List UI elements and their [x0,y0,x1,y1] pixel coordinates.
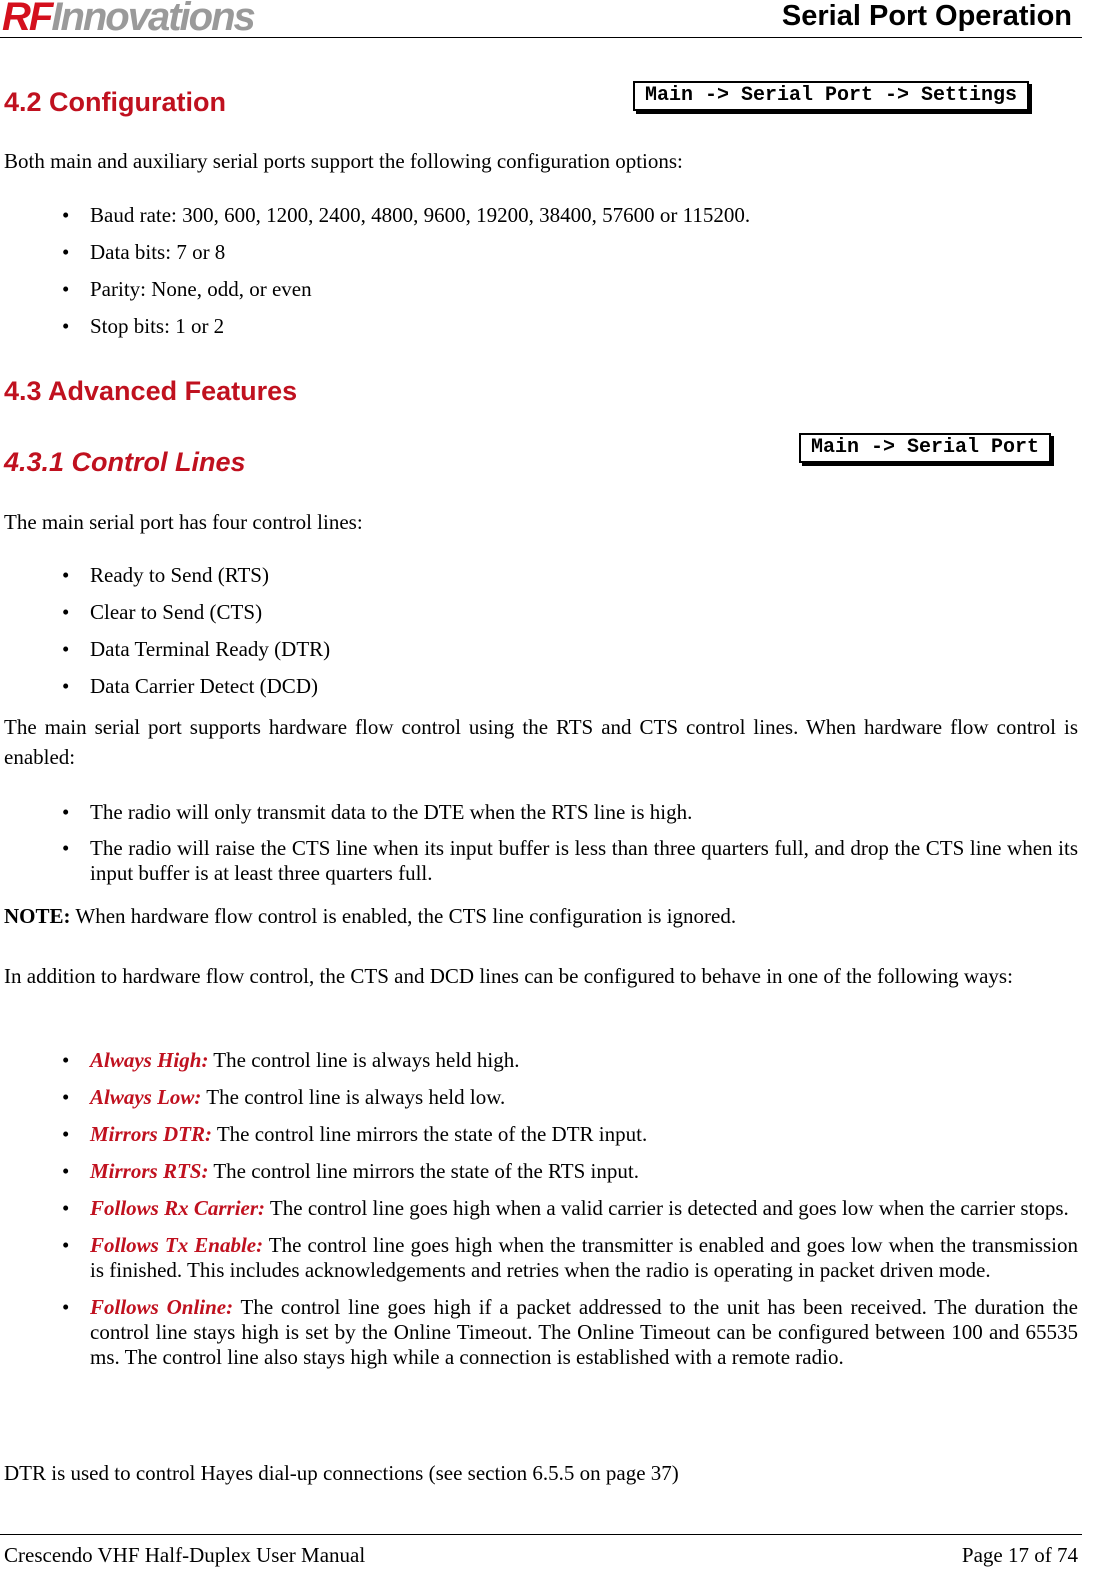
behaviors-list [0,1048,1078,1382]
list-item: • Data Carrier Detect (DCD) [62,674,318,698]
option-name: Always High: [90,1048,209,1072]
option-name: Always Low: [90,1085,202,1109]
list-item: • The radio will raise the CTS line when its input buffer is less than three quarters full, and drop the CTS line when its input buffer is at least three quarters full. [62,836,1078,885]
list-item: • Mirrors DTR: The control line mirrors the state of the DTR input. [62,1122,648,1146]
behaviors-intro: In addition to hardware flow control, the CTS and DCD lines can be configured to behave in one of the following ways: [4,964,1013,988]
list-item: • Data Terminal Ready (DTR) [62,637,331,661]
list-item: • Follows Online: The control line goes high if a packet addressed to the unit has been received. The duration the control line stays high is set by the Online Timeout. The Online Timeout can be configured between 100 and 65535 ms. The control line also stays high while a connection is established with a remote radio. [62,1295,1078,1369]
list-item: • Follows Rx Carrier: The control line goes high when a valid carrier is detected and goes low when the carrier stops. [62,1196,1069,1220]
heading-control-lines: 4.3.1 Control Lines [4,447,246,477]
list-item: • Mirrors RTS: The control line mirrors the state of the RTS input. [62,1159,639,1183]
header-title: Serial Port Operation [781,0,1072,32]
note-text: When hardware flow control is enabled, the CTS line configuration is ignored. [70,904,737,928]
list-item: • Clear to Send (CTS) [62,600,263,624]
list-item: • Follows Tx Enable: The control line goes high when the transmitter is enabled and goes low when the transmission is finished. This includes acknowledgements and retries when the radio is operating in packet driven mode. [62,1233,1078,1282]
option-name: Mirrors RTS: [90,1159,209,1183]
footer-rule [0,1534,1082,1535]
configuration-options-list [0,203,1078,351]
list-item: • The radio will only transmit data to the DTE when the RTS line is high. [62,800,693,824]
page-header [0,0,1082,38]
list-item: • Baud rate: 300, 600, 1200, 2400, 4800, 9600, 19200, 38400, 57600 or 115200. [62,203,751,227]
configuration-intro: Both main and auxiliary serial ports support the following configuration options: [4,149,683,173]
list-item: • Always High: The control line is always held high. [62,1048,520,1072]
footer-manual-title: Crescendo VHF Half-Duplex User Manual [4,1543,366,1567]
option-name: Follows Online: [90,1295,234,1319]
control-lines-intro: The main serial port has four control lines: [4,510,363,534]
dtr-note: DTR is used to control Hayes dial-up connections (see section 6.5.5 on page 37) [4,1461,679,1485]
flow-control-intro: The main serial port supports hardware flow control using the RTS and CTS control lines. When hardware flow control is enabled: [4,715,1078,769]
heading-configuration: 4.2 Configuration [4,87,226,117]
option-name: Follows Tx Enable: [90,1233,264,1257]
menu-path-settings: Main -> Serial Port -> Settings [633,81,1029,111]
heading-advanced-features: 4.3 Advanced Features [4,376,298,406]
flow-control-list [0,800,1078,886]
option-name: Mirrors DTR: [90,1122,212,1146]
menu-path-serial-port: Main -> Serial Port [799,433,1051,463]
list-item: • Data bits: 7 or 8 [62,240,226,264]
list-item: • Stop bits: 1 or 2 [62,314,225,338]
footer-page-number: Page 17 of 74 [961,1543,1078,1567]
list-item: • Ready to Send (RTS) [62,563,269,587]
list-item: • Parity: None, odd, or even [62,277,312,301]
list-item: • Always Low: The control line is always held low. [62,1085,506,1109]
rf-innovations-logo: RFInnovations [2,0,254,39]
note-label: NOTE: [4,904,71,928]
option-name: Follows Rx Carrier: [90,1196,266,1220]
note-paragraph [4,901,1078,931]
control-lines-list [0,563,1078,711]
